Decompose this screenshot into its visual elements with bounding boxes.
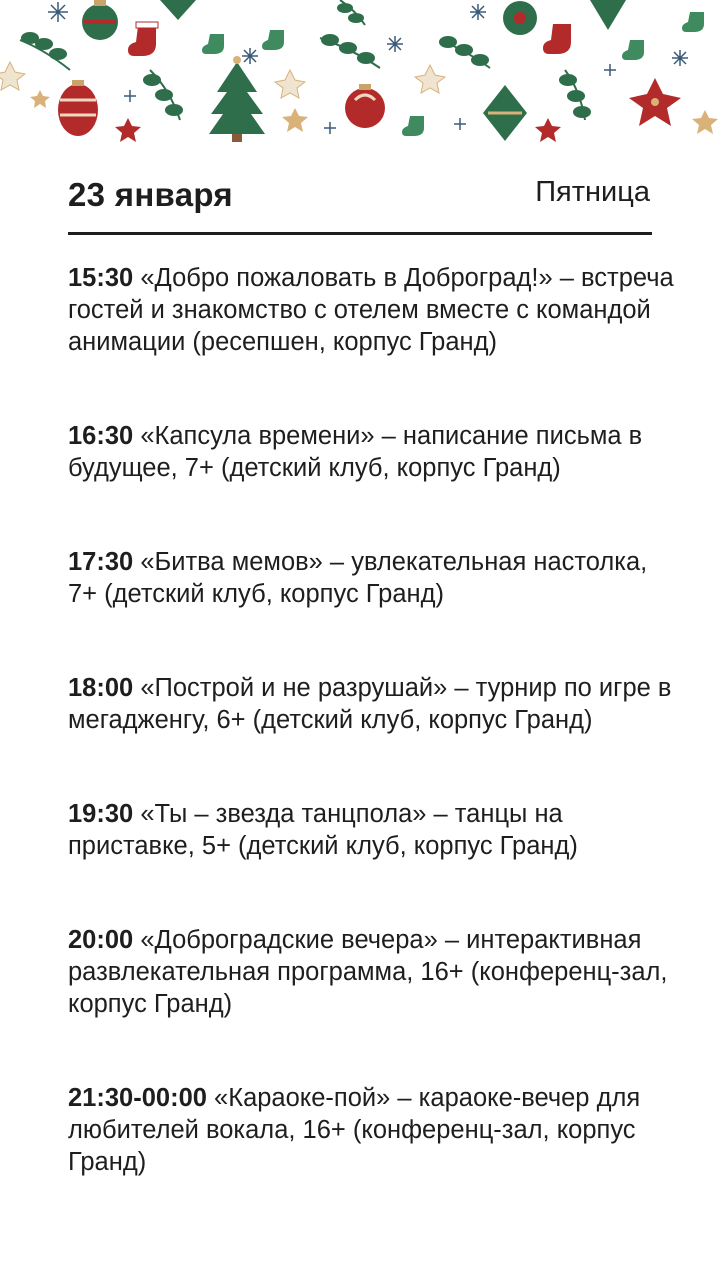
- event-description: «Караоке-пой» – караоке-вечер для любителей вокала, 16+ (конференц-зал, корпус Гранд): [68, 1084, 641, 1176]
- tree-icon: [209, 56, 265, 142]
- event-item: [68, 262, 678, 358]
- christmas-ornaments-pattern: [0, 0, 720, 150]
- event-time: 18:00: [68, 674, 134, 702]
- ornament-icon: [58, 80, 98, 136]
- christmas-banner: [0, 0, 720, 150]
- event-list: [68, 262, 678, 1240]
- event-description: «Ты – звезда танцпола» – танцы на приставке, 5+ (детский клуб, корпус Гранд): [68, 800, 578, 860]
- ornament-icon: [160, 0, 196, 20]
- event-time: 16:30: [68, 422, 134, 450]
- divider: [68, 232, 652, 235]
- event-description: «Добро пожаловать в Доброград!» – встреча гостей и знакомство с отелем вместе с командой анимации (ресепшен, корпус Гранд): [68, 264, 674, 356]
- event-time: 19:30: [68, 800, 134, 828]
- stocking-icon: [202, 12, 704, 136]
- poinsettia-icon: [629, 78, 681, 126]
- event-time: 17:30: [68, 548, 134, 576]
- event-item: [68, 672, 678, 736]
- weekday-label: Пятница: [535, 176, 650, 208]
- stocking-icon: [543, 24, 571, 54]
- stocking-icon: [128, 22, 158, 56]
- event-time: 15:30: [68, 264, 134, 292]
- event-item: [68, 546, 678, 610]
- event-time: 21:30-00:00: [68, 1084, 207, 1112]
- event-item: [68, 924, 678, 1020]
- event-time: 20:00: [68, 926, 134, 954]
- ornament-icon: [82, 0, 118, 40]
- ornament-icon: [503, 1, 537, 35]
- day-header: [68, 170, 650, 220]
- event-item: [68, 1082, 678, 1178]
- event-description: «Капсула времени» – написание письма в будущее, 7+ (детский клуб, корпус Гранд): [68, 422, 643, 482]
- event-description: «Доброградские вечера» – интерактивная развлекательная программа, 16+ (конференц-зал, корпус Гранд): [68, 926, 668, 1018]
- event-description: «Построй и не разрушай» – турнир по игре в мегадженгу, 6+ (детский клуб, корпус Гранд): [68, 674, 672, 734]
- ornament-icon: [483, 85, 527, 141]
- date-title: 23 января: [68, 176, 233, 213]
- ornament-icon: [590, 0, 626, 30]
- event-item: [68, 798, 678, 862]
- event-description: «Битва мемов» – увлекательная настолка, 7+ (детский клуб, корпус Гранд): [68, 548, 648, 608]
- ornament-icon: [345, 84, 385, 128]
- event-item: [68, 420, 678, 484]
